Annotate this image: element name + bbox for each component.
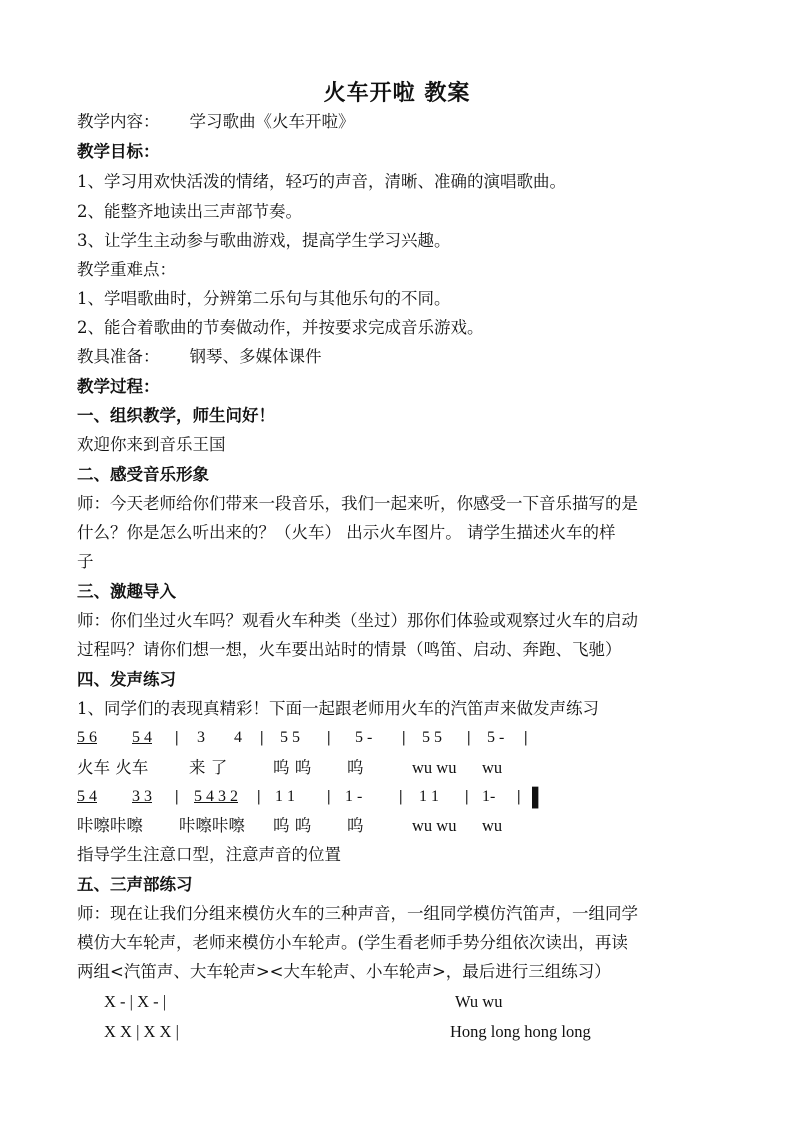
section1-heading: 一、组织教学，师生问好！ <box>77 406 275 425</box>
section2-text: 师：今天老师给你们带来一段音乐，我们一起来听，你感受一下音乐描写的是 <box>77 494 638 513</box>
section4-intro: 1、同学们的表现真精彩！下面一起跟老师用火车的汽笛声来做发声练习 <box>77 699 599 718</box>
content-line <box>77 112 355 132</box>
lyric: wu wu <box>412 816 457 835</box>
bar-line: | <box>175 729 179 746</box>
note-group: 1 1 <box>275 788 295 805</box>
difficulty-heading: 教学重难点： <box>77 260 176 279</box>
tools-value: 钢琴、多媒体课件 <box>189 347 322 366</box>
note-group: 5 4 3 2 <box>194 788 238 805</box>
bar-line: | <box>257 788 261 805</box>
note-group: 5 4 <box>77 788 97 805</box>
section5-heading: 五、三声部练习 <box>77 875 193 894</box>
lyric: 咔嚓咔嚓 <box>77 816 143 835</box>
tools-line <box>77 347 322 367</box>
section4-tip: 指导学生注意口型，注意声音的位置 <box>77 845 341 864</box>
bar-line: | <box>260 729 264 746</box>
note-group: 5 5 <box>422 729 442 746</box>
section2-heading: 二、感受音乐形象 <box>77 465 209 484</box>
document-title: 火车开啦 教案 <box>323 80 471 106</box>
bar-line: | <box>175 788 179 805</box>
lyric: wu wu <box>412 758 457 777</box>
rhythm-syllables: Hong long hong long <box>450 1022 591 1041</box>
section1-text: 欢迎你来到音乐王国 <box>77 435 226 454</box>
goal-item: 2、能整齐地读出三声部节奏。 <box>77 202 302 221</box>
section4-heading: 四、发声练习 <box>77 670 176 689</box>
content-label: 教学内容： <box>77 112 160 131</box>
bar-line: | <box>399 788 403 805</box>
lyric: 呜 <box>347 758 364 777</box>
rhythm-pattern: X - | X - | <box>104 992 167 1011</box>
goals-heading: 教学目标： <box>77 142 160 161</box>
section3-text: 师：你们坐过火车吗？观看火车种类（坐过）那你们体验或观察过火车的启动 <box>77 611 638 630</box>
difficulty-item: 2、能合着歌曲的节奏做动作，并按要求完成音乐游戏。 <box>77 318 484 337</box>
bar-line: | <box>524 729 528 746</box>
section2-text: 子 <box>77 552 94 571</box>
rhythm-pattern: X X | X X | <box>104 1022 179 1041</box>
note-group: 5 5 <box>280 729 300 746</box>
tools-label: 教具准备： <box>77 347 160 366</box>
lyric: 呜 呜 <box>273 816 312 835</box>
goal-item: 1、学习用欢快活泼的情绪，轻巧的声音，清晰、准确的演唱歌曲。 <box>77 172 566 191</box>
rhythm-syllables: Wu wu <box>455 992 503 1011</box>
section3-heading: 三、激趣导入 <box>77 582 176 601</box>
lyric: 呜 <box>347 816 364 835</box>
lyric: wu <box>482 758 503 777</box>
final-bar-line: ▌ <box>532 787 545 807</box>
note-group: 3 <box>197 729 205 746</box>
section2-text: 什么？你是怎么听出来的？（火车） 出示火车图片。 请学生描述火车的样 <box>77 523 616 542</box>
bar-line: | <box>467 729 471 746</box>
bar-line: | <box>517 788 521 805</box>
difficulty-item: 1、学唱歌曲时，分辨第二乐句与其他乐句的不同。 <box>77 289 451 308</box>
section5-text: 两组<汽笛声、大车轮声><大车轮声、小车轮声>，最后进行三组练习） <box>77 962 611 981</box>
bar-line: | <box>327 729 331 746</box>
note-group: 5 - <box>487 729 505 746</box>
note-group: 1- <box>482 788 496 805</box>
note-group: 5 - <box>355 729 373 746</box>
section3-text: 过程吗？请你们想一想，火车要出站时的情景（鸣笛、启动、奔跑、飞驰） <box>77 640 622 659</box>
goal-item: 3、让学生主动参与歌曲游戏，提高学生学习兴趣。 <box>77 231 451 250</box>
note-group: 1 - <box>345 788 363 805</box>
lyric: wu <box>482 816 503 835</box>
note-group: 3 3 <box>132 788 152 805</box>
content-value: 学习歌曲《火车开啦》 <box>189 112 355 131</box>
lyric: 呜 呜 <box>273 758 312 777</box>
section5-text: 模仿大车轮声，老师来模仿小车轮声。(学生看老师手势分组依次读出，再读 <box>77 933 628 952</box>
process-heading: 教学过程： <box>77 377 160 396</box>
lyric: 来 了 <box>189 758 228 777</box>
lyric: 火车 火车 <box>77 758 149 777</box>
note-group: 1 1 <box>419 788 439 805</box>
lyric: 咔嚓咔嚓 <box>179 816 245 835</box>
bar-line: | <box>327 788 331 805</box>
bar-line: | <box>465 788 469 805</box>
note-group: 5 4 <box>132 729 152 746</box>
note-group: 4 <box>234 729 242 746</box>
bar-line: | <box>402 729 406 746</box>
note-group: 5 6 <box>77 729 97 746</box>
section5-text: 师：现在让我们分组来模仿火车的三种声音，一组同学模仿汽笛声，一组同学 <box>77 904 638 923</box>
